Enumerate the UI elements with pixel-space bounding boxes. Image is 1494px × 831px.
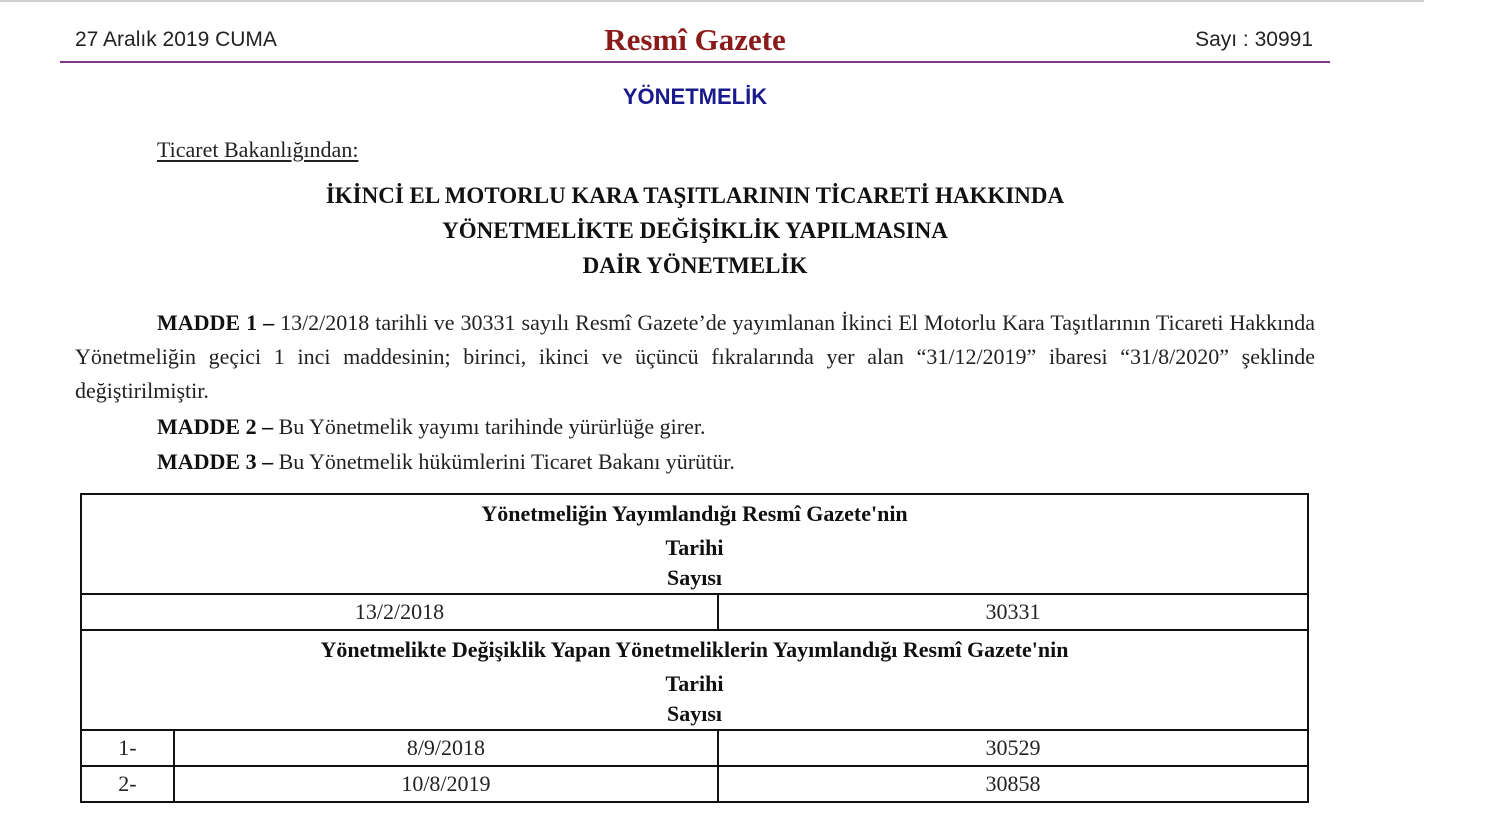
article-2 [75,410,1315,444]
column-header-number: Sayısı [666,701,723,726]
regulation-title [200,178,1190,283]
table-row [81,730,1308,766]
column-headers [81,533,1308,594]
original-number-cell: 30331 [718,594,1308,630]
header-divider [60,61,1330,63]
gazette-name: Resmî Gazete [604,22,786,57]
page-margin [1424,0,1494,831]
article-label: MADDE 1 – [157,310,275,335]
original-publication-heading: Yönetmeliğin Yayımlandığı Resmî Gazete'nin [81,494,1308,533]
column-header-date: Tarihi [665,671,724,696]
table-row [81,766,1308,802]
window-top-border [0,0,1424,2]
header-issue-number: Sayı : 30991 [1195,28,1313,51]
article-1 [75,306,1315,408]
table-subheading-row [81,533,1308,594]
amendments-heading: Yönetmelikte Değişiklik Yapan Yönetmeliklerin Yayımlandığı Resmî Gazete'nin [81,630,1308,669]
table-row [81,594,1308,630]
regulation-title-line: İKİNCİ EL MOTORLU KARA TAŞITLARININ TİCARETİ HAKKINDA [325,183,1065,208]
table-heading-row [81,494,1308,533]
amendment-date-cell: 8/9/2018 [174,730,718,766]
original-date-cell: 13/2/2018 [81,594,718,630]
regulation-title-line: YÖNETMELİKTE DEĞİŞİKLİK YAPILMASINA [442,218,948,243]
column-headers [81,669,1308,730]
issuing-ministry: Ticaret Bakanlığından: [157,137,359,162]
amendment-number-cell: 30858 [718,766,1308,802]
amendment-date-cell: 10/8/2019 [174,766,718,802]
amendment-number-cell: 30529 [718,730,1308,766]
article-text: Bu Yönetmelik hükümlerini Ticaret Bakanı yürütür. [278,449,735,474]
amendment-no-cell: 2- [81,766,174,802]
article-label: MADDE 3 – [157,449,274,474]
article-text: 13/2/2018 tarihli ve 30331 sayılı Resmî Gazete’de yayımlanan İkinci El Motorlu Kara Taşıtlarının Ticareti Hakkında Yönetmeliğin geçici 1 inci maddesinin; birinci, ikinci ve üçüncü fıkralarında yer alan “31/12/2019” ibaresi “31/8/2020” şeklinde değiştirilmiştir. [75,310,1315,403]
article-label: MADDE 2 – [157,414,274,439]
publication-history-table [80,493,1309,803]
amendment-no-cell: 1- [81,730,174,766]
table-heading-row [81,630,1308,669]
regulation-title-line: DAİR YÖNETMELİK [582,253,808,278]
column-header-date: Tarihi [665,535,724,560]
header-date: 27 Aralık 2019 CUMA [75,28,277,51]
article-text: Bu Yönetmelik yayımı tarihinde yürürlüğe girer. [278,414,706,439]
column-header-number: Sayısı [666,565,723,590]
article-3 [75,445,1315,479]
section-title: YÖNETMELİK [622,84,768,109]
table-subheading-row [81,669,1308,730]
